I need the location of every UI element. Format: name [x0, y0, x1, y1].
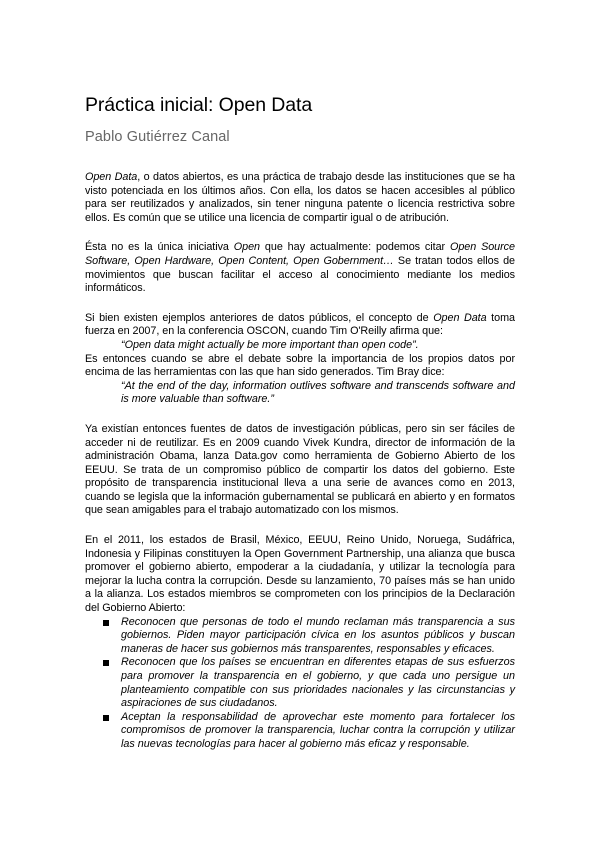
- list-item: [85, 656, 515, 710]
- list-item-text: Reconocen que personas de todo el mundo reclaman más transparencia a sus gobiernos. Piden mayor participación cívica en los asuntos públicos y buscan maneras de hacer sus gobiernos más transparentes, responsables y eficaces.: [121, 615, 515, 655]
- history-text-b: Open Data: [433, 311, 487, 324]
- initiatives-text-a: Ésta no es la única iniciativa: [85, 241, 234, 254]
- history-text-a: Si bien existen ejemplos anteriores de datos públicos, el concepto de: [85, 311, 434, 324]
- intro-text: , o datos abiertos, es una práctica de trabajo desde las instituciones que se ha visto potenciada en los últimos años. Con ella, los datos se hacen accesibles al público para ser reutilizados y analizados, sin tener ninguna patente o licencia restrictiva sobre ellos. Es común que se utilice una licencia de compartir igual o de atribución.: [85, 171, 515, 224]
- paragraph-initiatives: [85, 241, 515, 295]
- list-item-text: Aceptan la responsabilidad de aprovechar este momento para fortalecer los compromisos de promover la transparencia, luchar contra la corrupción y utilizar las nuevas tecnologías para hacer al gobierno más eficaz y responsable.: [121, 710, 515, 750]
- paragraph-intro: [85, 171, 515, 225]
- initiatives-text-b: Open: [233, 241, 261, 254]
- paragraph-history: [85, 312, 515, 339]
- principles-list: [85, 616, 515, 752]
- paragraph-datagov: Ya existían entonces fuentes de datos de investigación públicas, pero sin ser fáciles de acceder ni de reutilizar. Es en 2009 cuando Vivek Kundra, director de información de la administración Obama, lanza Data.gov como herramienta de Gobierno Abierto de los EEUU. Se trata de un compromiso público de compartir los datos del gobierno. Este propósito de transparencia institucional lleva a una serie de avances como en 2013, cuando se legisla que la información gubernamental se publicará en abierto y en formatos que sean amigables para el trabajo automatizado con los mismos.: [85, 422, 515, 517]
- quote-bray: “At the end of the day, information outlives software and transcends software and is more valuable than software.”: [121, 379, 515, 406]
- square-bullet-icon: [103, 660, 109, 666]
- page-title: Práctica inicial: Open Data: [85, 94, 313, 116]
- list-item: [85, 711, 515, 752]
- list-item-text: Reconocen que los países se encuentran en diferentes etapas de sus esfuerzos para promover la transparencia en el gobierno, y que cada uno persigue un planteamiento compatible con sus prioridades nacionales y las circunstancias y aspiraciones de sus ciudadanos.: [121, 656, 515, 710]
- initiatives-text-d: Open Source Software, Open Hardware, Open Content, Open Gobernment…: [85, 241, 515, 267]
- intro-lead: Open Data: [85, 171, 138, 183]
- square-bullet-icon: [103, 715, 109, 721]
- document-page: [85, 93, 515, 752]
- paragraph-ogp: En el 2011, los estados de Brasil, México, EEUU, Reino Unido, Noruega, Sudáfrica, Indonesia y Filipinas constituyen la Open Government Partnership, una alianza que busca promover el gobierno abierto, empoderar a la ciudadanía, y utilizar la tecnología para mejorar la lucha contra la corrupción. Desde su lanzamiento, 70 países más se han unido a la alianza. Los estados miembros se comprometen con los principios de la Declaración del Gobierno Abierto:: [85, 534, 515, 615]
- square-bullet-icon: [103, 620, 109, 626]
- author-subtitle: Pablo Gutiérrez Canal: [85, 129, 230, 145]
- list-item: [85, 616, 515, 657]
- paragraph-debate: Es entonces cuando se abre el debate sobre la importancia de los propios datos por encima de las herramientas con las que han sido generados. Tim Bray dice:: [85, 352, 515, 379]
- history-text-c: toma fuerza en 2007, en la conferencia OSCON, cuando Tim O'Reilly afirma que:: [85, 311, 515, 338]
- initiatives-text-c: que hay actualmente: podemos citar: [260, 241, 450, 254]
- quote-oreilly: “Open data might actually be more important than open code”.: [121, 338, 419, 351]
- initiatives-text-e: Se tratan todos ellos de movimientos que buscan facilitar el acceso al conocimiento mediante los medios informáticos.: [85, 254, 515, 295]
